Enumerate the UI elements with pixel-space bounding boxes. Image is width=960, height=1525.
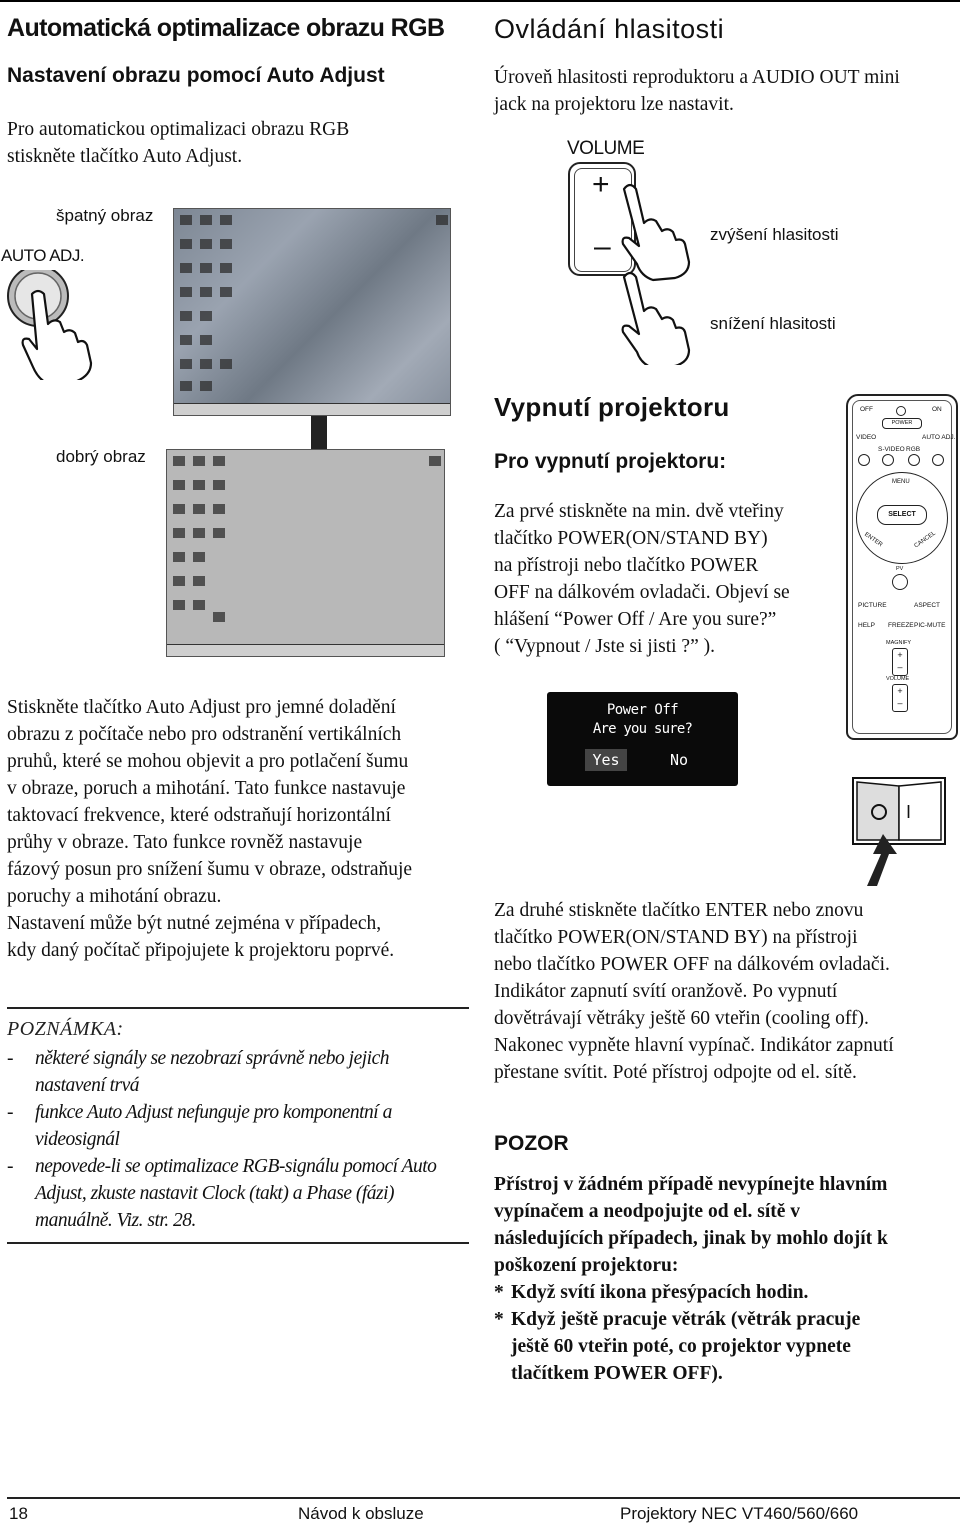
bad-image-label: špatný obraz <box>56 206 154 225</box>
remote-volume-rocker[interactable]: + – <box>892 684 908 712</box>
note-item <box>7 1153 477 1234</box>
body-line: poruchy a mihotání obrazu. <box>7 886 222 907</box>
auto-adjust-button-label: AUTO ADJ. <box>1 246 85 265</box>
note-item <box>7 1045 477 1099</box>
caution-item-line: Když ještě pracuje větrák (větrák pracuje <box>511 1309 861 1330</box>
caution-item <box>494 1279 956 1306</box>
remote-svideo-label: S-VIDEO <box>878 446 905 453</box>
remote-freeze-label: FREEZE <box>888 622 914 629</box>
second-step-line: přestane svítit. Poté přístroj odpojte od el. sítě. <box>494 1062 857 1083</box>
note-line: Adjust, zkuste nastavit Clock (takt) a Phase (fázi) <box>35 1183 395 1204</box>
remote-aspect-label: ASPECT <box>914 602 941 609</box>
note-item <box>7 1099 477 1153</box>
remote-auto-adj-label: AUTO ADJ. <box>922 434 956 441</box>
body-line: kdy daný počítač připojujete k projektoru poprvé. <box>7 940 395 961</box>
body-line: v obraze, poruch a mihotání. Tato funkce nastavuje <box>7 778 406 799</box>
remote-magnify-label: MAGNIFY <box>886 640 912 646</box>
remote-indicator-icon <box>896 406 906 416</box>
caution-paragraph <box>494 1171 956 1387</box>
volume-label: VOLUME <box>567 138 645 159</box>
power-off-line: hlášení “Power Off / Are you sure?” <box>494 609 777 630</box>
caution-star: * <box>494 1309 504 1330</box>
note-dash: - <box>7 1156 13 1177</box>
caution-item-line: ještě 60 vteřin poté, co projektor vypnete <box>511 1336 851 1357</box>
body-line: Nastavení může být nutné zejména v případech, <box>7 913 382 934</box>
note-dash: - <box>7 1102 13 1123</box>
note-line: manuálně. Viz. str. 28. <box>35 1210 196 1231</box>
note-line: nepovede-li se optimalizace RGB-signálu pomocí Auto <box>35 1156 437 1177</box>
remote-pic-mute-label: PIC-MUTE <box>914 622 946 629</box>
remote-power-button[interactable]: POWER <box>882 418 922 429</box>
good-image-label: dobrý obraz <box>56 447 146 466</box>
remote-cancel-button[interactable]: CANCEL <box>913 530 937 550</box>
remote-select-button[interactable]: SELECT <box>877 505 927 525</box>
remote-pv-label: PV <box>896 566 904 572</box>
note-title: POZNÁMKA: <box>7 1018 124 1040</box>
volume-down-label: snížení hlasitosti <box>710 314 836 333</box>
caution-item-line: tlačítkem POWER OFF). <box>511 1363 723 1384</box>
remote-pv-button[interactable] <box>892 574 908 590</box>
volume-up-label: zvýšení hlasitosti <box>710 225 839 244</box>
volume-minus-button[interactable]: – <box>594 230 611 263</box>
note-list <box>7 1045 477 1234</box>
remote-video-label: VIDEO <box>856 434 877 441</box>
caution-line: vypínačem a neodpojujte od el. sítě v <box>494 1201 801 1222</box>
remote-video-button[interactable] <box>858 454 870 466</box>
top-rule <box>0 0 960 2</box>
auto-adjust-description <box>7 694 472 964</box>
volume-line: Úroveň hlasitosti reproduktoru a AUDIO OUT mini <box>494 67 900 88</box>
note-bottom-rule <box>7 1242 469 1244</box>
remote-menu-label: MENU <box>892 479 910 485</box>
remote-off-label: OFF <box>860 406 873 413</box>
note-line: některé signály se nezobrazí správně nebo jejich <box>35 1048 389 1069</box>
remote-svideo-button[interactable] <box>882 454 894 466</box>
caution-line: následujících případech, jinak by mohlo dojít k <box>494 1228 888 1249</box>
pressing-hand-icon <box>618 175 708 365</box>
remote-rgb-label: RGB <box>906 446 921 453</box>
remote-control <box>846 394 958 740</box>
body-line: obrazu z počítače nebo pro odstranění vertikálních <box>7 724 402 745</box>
dialog-title: Power Off <box>606 702 679 718</box>
second-step-line: dovětrávají větráky ještě 60 vteřin (cooling off). <box>494 1008 869 1029</box>
body-line: taktovací frekvence, které odstraňují horizontální <box>7 805 391 826</box>
remote-volume-label: VOLUME <box>886 676 910 682</box>
power-off-subtitle: Pro vypnutí projektoru: <box>494 450 727 473</box>
remote-rgb-button[interactable] <box>908 454 920 466</box>
second-step-line: tlačítko POWER(ON/STAND BY) na přístroji <box>494 927 858 948</box>
volume-plus-button[interactable]: + <box>592 168 610 201</box>
caution-star: * <box>494 1282 504 1303</box>
good-image-screenshot <box>166 449 445 657</box>
remote-on-label: ON <box>932 406 942 413</box>
body-line: průhy v obraze. Tato funkce rovněž nastavuje <box>7 832 363 853</box>
bad-image-screenshot <box>173 208 451 416</box>
note-dash: - <box>7 1048 13 1069</box>
second-step-line: Za druhé stiskněte tlačítko ENTER nebo znovu <box>494 900 864 921</box>
body-line: Stiskněte tlačítko Auto Adjust pro jemné doladění <box>7 697 396 718</box>
second-step-line: Indikátor zapnutí svítí oranžově. Po vypnutí <box>494 981 838 1002</box>
body-line: pruhů, které se mohou objevit a pro potlačení šumu <box>7 751 409 772</box>
volume-paragraph <box>494 64 959 118</box>
volume-line: jack na projektoru lze nastavit. <box>494 94 734 115</box>
power-off-line: tlačítko POWER(ON/STAND BY) <box>494 528 768 549</box>
subsection-title-auto-adjust: Nastavení obrazu pomocí Auto Adjust <box>7 64 385 87</box>
footer-rule <box>7 1497 960 1499</box>
caution-item-line: Když svítí ikona přesýpacích hodin. <box>511 1282 809 1303</box>
section-title-volume: Ovládání hlasitosti <box>494 14 725 44</box>
switch-on-mark: I <box>906 802 912 822</box>
footer-manual-title: Návod k obsluze <box>298 1504 424 1523</box>
remote-magnify-rocker[interactable]: + – <box>892 648 908 676</box>
second-step-line: nebo tlačítko POWER OFF na dálkovém ovladači. <box>494 954 890 975</box>
power-off-line: na přístroji nebo tlačítko POWER <box>494 555 759 576</box>
remote-enter-button[interactable]: ENTER <box>863 531 884 549</box>
body-line: fázový posun pro snížení šumu v obraze, odstraňuje <box>7 859 413 880</box>
footer-product-name: Projektory NEC VT460/560/660 <box>620 1504 859 1523</box>
caution-item <box>494 1306 956 1387</box>
note-top-rule <box>7 1007 469 1009</box>
remote-dpad[interactable] <box>856 472 948 564</box>
power-off-line: Za prvé stiskněte na min. dvě vteřiny <box>494 501 784 522</box>
note-line: nastavení trvá <box>35 1075 140 1096</box>
page-number: 18 <box>9 1504 28 1523</box>
remote-help-label: HELP <box>858 622 875 629</box>
auto-adjust-button-icon[interactable] <box>2 270 112 380</box>
second-step-paragraph <box>494 897 959 1086</box>
power-off-steps <box>494 498 844 660</box>
caution-line: poškození projektoru: <box>494 1255 679 1276</box>
second-step-line: Nakonec vypněte hlavní vypínač. Indikátor zapnutí <box>494 1035 894 1056</box>
dialog-no-button[interactable]: No <box>669 751 689 769</box>
power-off-line: OFF na dálkovém ovladači. Objeví se <box>494 582 790 603</box>
dialog-yes-button[interactable]: Yes <box>585 749 627 771</box>
power-off-line: ( “Vypnout / Jste si jisti ?” ). <box>494 636 715 657</box>
power-off-dialog <box>547 692 738 786</box>
note-line: funkce Auto Adjust nefunguje pro komponentní a <box>35 1102 392 1123</box>
intro-line: stiskněte tlačítko Auto Adjust. <box>7 146 243 167</box>
note-line: videosignál <box>35 1129 120 1150</box>
intro-paragraph <box>7 116 447 170</box>
dialog-question: Are you sure? <box>592 721 693 737</box>
caution-title: POZOR <box>494 1132 569 1155</box>
section-title-auto-optimization: Automatická optimalizace obrazu RGB <box>7 14 445 42</box>
intro-line: Pro automatickou optimalizaci obrazu RGB <box>7 119 350 140</box>
remote-picture-label: PICTURE <box>858 602 887 609</box>
section-title-power-off: Vypnutí projektoru <box>494 392 730 422</box>
main-power-switch-icon[interactable] <box>851 776 947 888</box>
caution-line: Přístroj v žádném případě nevypínejte hlavním <box>494 1174 888 1195</box>
remote-auto-adj-button[interactable] <box>932 454 944 466</box>
